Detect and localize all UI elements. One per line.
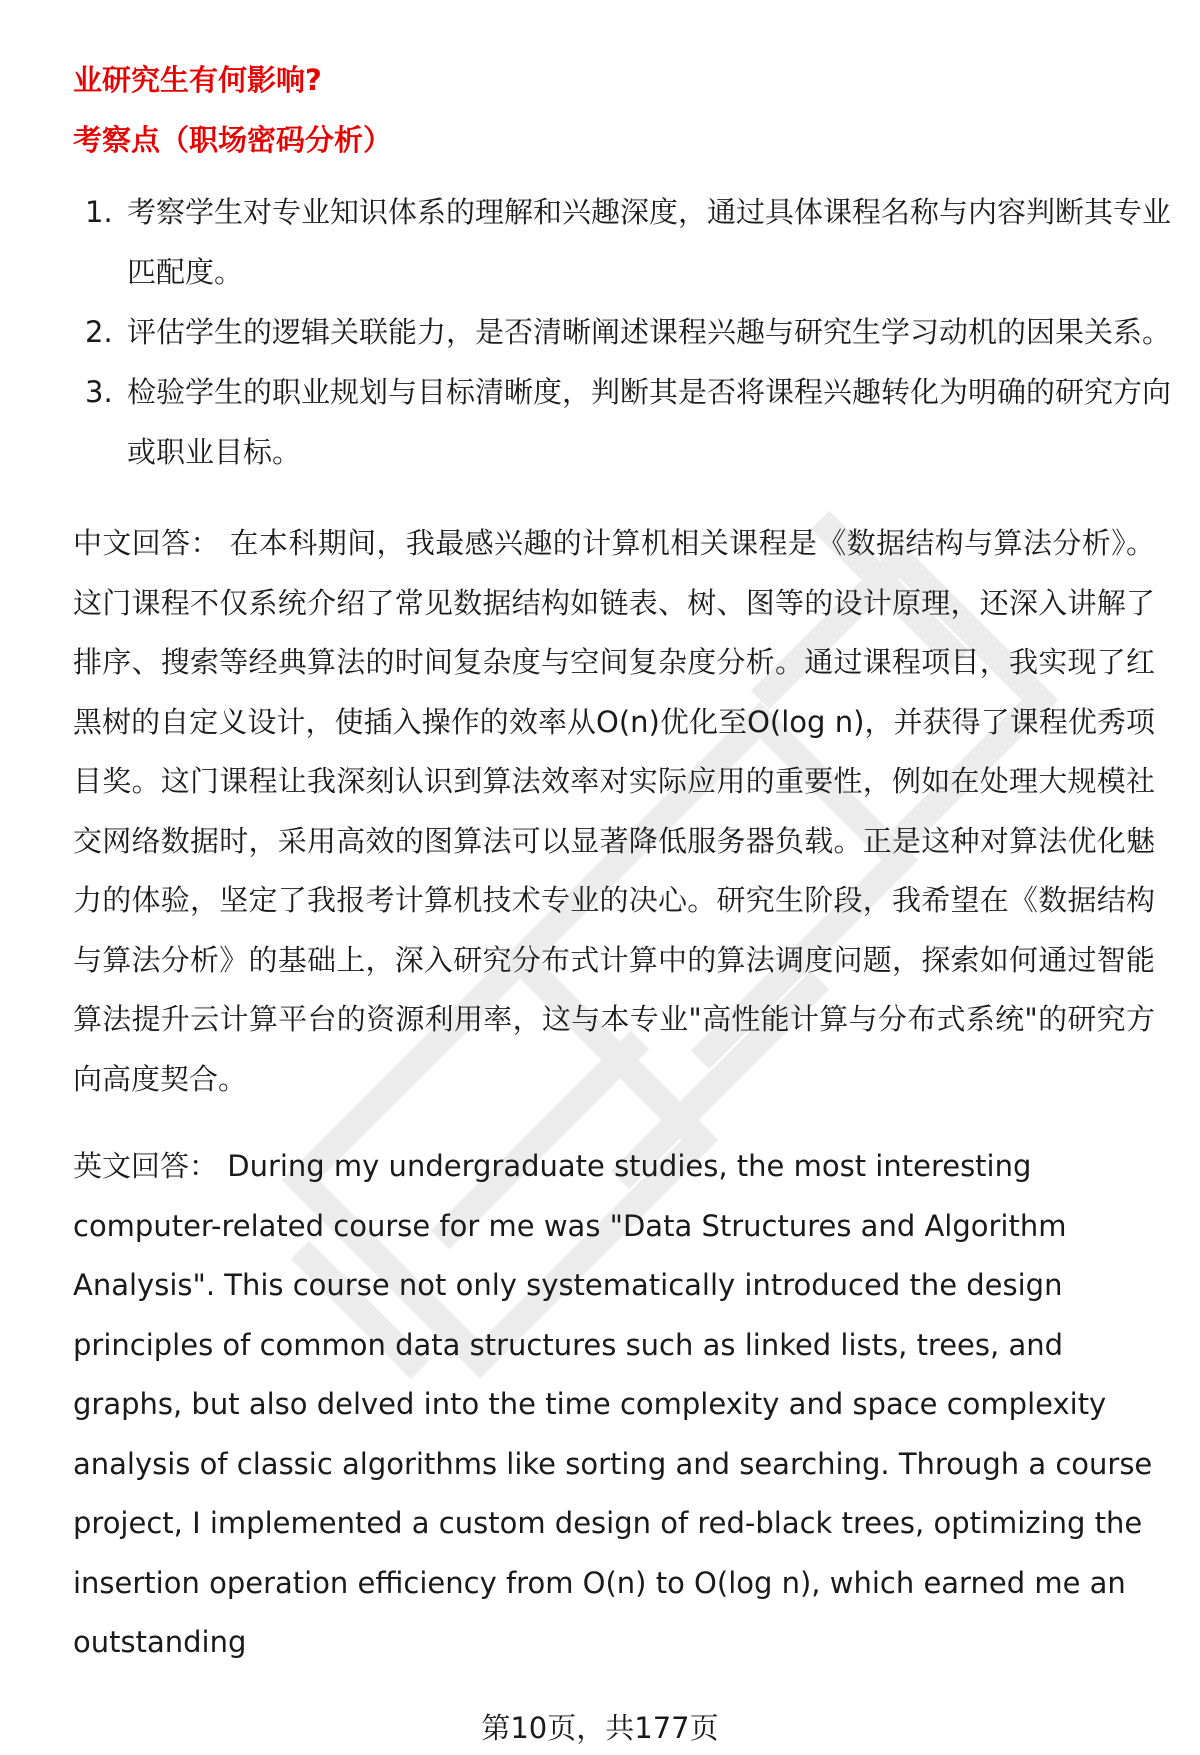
question-heading-tail: 业研究生有何影响? xyxy=(73,63,322,97)
list-item-number: 1. xyxy=(85,195,113,229)
english-answer-paragraph xyxy=(73,1137,1163,1673)
list-item-number: 2. xyxy=(85,315,113,349)
english-answer-label: 英文回答： xyxy=(73,1149,219,1183)
chinese-answer-paragraph xyxy=(73,514,1155,1109)
english-answer-text: During my undergraduate studies, the most interesting computer-related course for me was "Data Structures and Algorithm Analysis". This course not only systematically introduced the design principles of common data structures such as linked lists, trees, and graphs, but also delved into the time complexity and space complexity analysis of classic algorithms like sorting and searching. Through a course project, I implemented a custom design of red-black trees, optimizing the insertion operation efficiency from O(n) to O(log n), which earned me an outstanding xyxy=(73,1149,1153,1659)
chinese-answer-label: 中文回答： xyxy=(73,526,220,560)
list-item-text: 考察学生对专业知识体系的理解和兴趣深度，通过具体课程名称与内容判断其专业匹配度。 xyxy=(127,195,1172,289)
section-title: 考察点（职场密码分析） xyxy=(73,123,393,157)
list-item-text: 评估学生的逻辑关联能力，是否清晰阐述课程兴趣与研究生学习动机的因果关系。 xyxy=(127,315,1172,349)
list-item-number: 3. xyxy=(85,375,113,409)
list-item xyxy=(73,362,1173,482)
assessment-points-list xyxy=(73,182,1172,482)
document-body xyxy=(73,58,1172,1673)
list-item xyxy=(73,182,1173,302)
page-footer: 第10页，共177页 xyxy=(481,1711,719,1745)
list-item-text: 检验学生的职业规划与目标清晰度，判断其是否将课程兴趣转化为明确的研究方向或职业目标。 xyxy=(127,375,1172,469)
list-item xyxy=(73,302,1173,362)
chinese-answer-text: 在本科期间，我最感兴趣的计算机相关课程是《数据结构与算法分析》。这门课程不仅系统介绍了常见数据结构如链表、树、图等的设计原理，还深入讲解了排序、搜索等经典算法的时间复杂度与空间复杂度分析。通过课程项目，我实现了红黑树的自定义设计，使插入操作的效率从O(n)优化至O(log n)，并获得了课程优秀项目奖。这门课程让我深刻认识到算法效率对实际应用的重要性，例如在处理大规模社交网络数据时，采用高效的图算法可以显著降低服务器负载。正是这种对算法优化魅力的体验，坚定了我报考计算机技术专业的决心。研究生阶段，我希望在《数据结构与算法分析》的基础上，深入研究分布式计算中的算法调度问题，探索如何通过智能算法提升云计算平台的资源利用率，这与本专业"高性能计算与分布式系统"的研究方向高度契合。 xyxy=(73,526,1155,1096)
